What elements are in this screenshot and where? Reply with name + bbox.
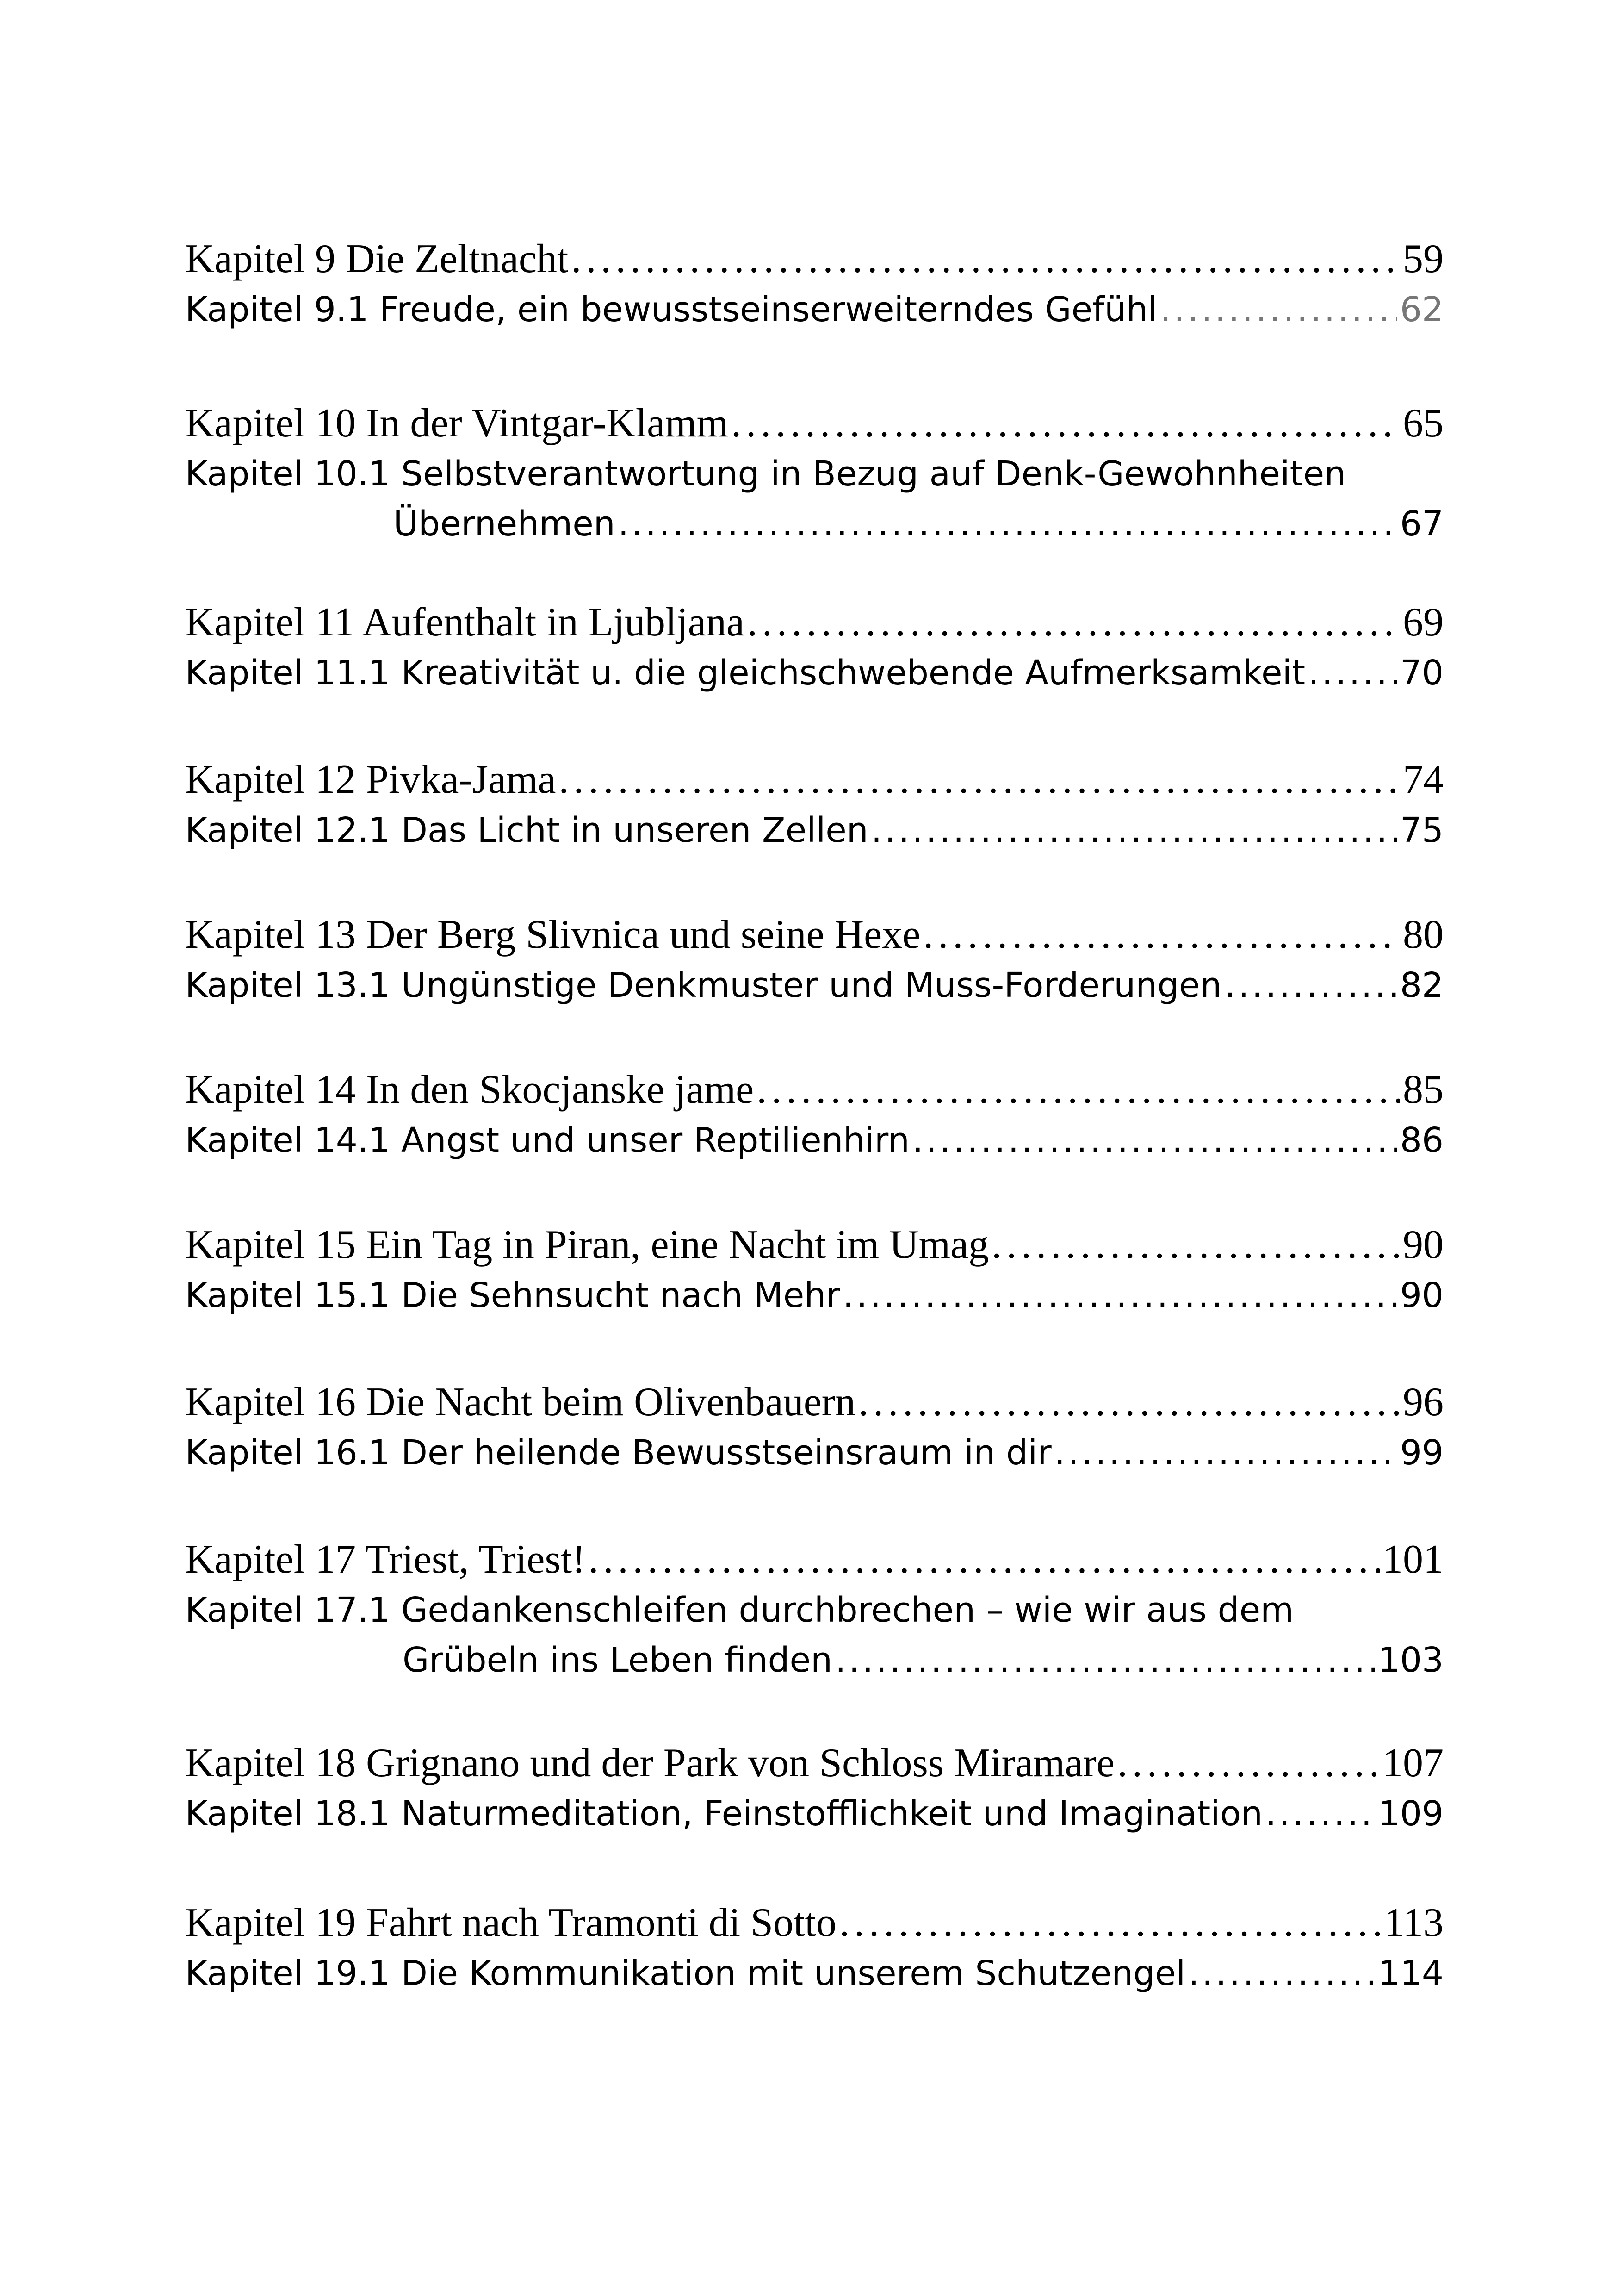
- dot-leader: [923, 909, 1400, 960]
- chapter-page-number: 107: [1382, 1741, 1444, 1786]
- dot-leader: [1117, 1738, 1380, 1789]
- chapter-line: [185, 1064, 1444, 1115]
- dot-leader: [756, 1064, 1400, 1115]
- subchapter-line: [185, 285, 1444, 335]
- dot-leader: [1225, 960, 1397, 1010]
- chapter-title: Kapitel 9 Die Zeltnacht: [185, 236, 569, 281]
- toc-entry-12: [185, 754, 1444, 855]
- chapter-page-number: 96: [1403, 1380, 1444, 1425]
- subchapter-title: Kapitel 17.1 Gedankenschleifen durchbrechen – wie wir aus dem: [185, 1590, 1294, 1630]
- chapter-line: [185, 1738, 1444, 1789]
- chapter-title: Kapitel 15 Ein Tag in Piran, eine Nacht im Umag: [185, 1222, 989, 1267]
- subchapter-page-number: 75: [1400, 810, 1444, 850]
- subchapter-title: Kapitel 18.1 Naturmeditation, Feinstofflichkeit und Imagination: [185, 1794, 1263, 1834]
- chapter-page-number: 59: [1403, 236, 1444, 281]
- dot-leader: [871, 805, 1397, 855]
- subchapter-title: Kapitel 10.1 Selbstverantwortung in Bezug auf Denk-Gewohnheiten: [185, 454, 1346, 494]
- subchapter-page-number: 70: [1400, 653, 1444, 693]
- dot-leader: [1188, 1948, 1376, 1998]
- subchapter-page-number: 103: [1378, 1640, 1444, 1680]
- subchapter-line: [185, 1115, 1444, 1165]
- subchapter-page-number: 99: [1400, 1433, 1444, 1473]
- dot-leader: [559, 754, 1400, 805]
- toc-entry-18: [185, 1738, 1444, 1839]
- chapter-title: Kapitel 17 Triest, Triest!: [185, 1537, 586, 1582]
- toc-entry-10: [185, 398, 1444, 549]
- chapter-title: Kapitel 18 Grignano und der Park von Schloss Miramare: [185, 1741, 1115, 1786]
- toc-entry-14: [185, 1064, 1444, 1165]
- chapter-page-number: 69: [1403, 600, 1444, 645]
- dot-leader: [1160, 285, 1397, 335]
- subchapter-line: [185, 1585, 1444, 1635]
- chapter-line: [185, 398, 1444, 449]
- subchapter-title-continuation: Übernehmen: [393, 504, 615, 544]
- subchapter-continuation-line: [185, 1635, 1444, 1685]
- chapter-line: [185, 597, 1444, 648]
- toc-entry-19: [185, 1898, 1444, 1998]
- chapter-title: Kapitel 14 In den Skocjanske jame: [185, 1067, 754, 1112]
- chapter-title: Kapitel 19 Fahrt nach Tramonti di Sotto: [185, 1900, 837, 1945]
- chapter-title: Kapitel 10 In der Vintgar-Klamm: [185, 401, 729, 446]
- subchapter-line: [185, 1270, 1444, 1320]
- chapter-title: Kapitel 12 Pivka-Jama: [185, 757, 556, 802]
- chapter-title: Kapitel 11 Aufenthalt in Ljubljana: [185, 600, 744, 645]
- subchapter-page-number: 82: [1400, 965, 1444, 1005]
- toc-entry-9: [185, 234, 1444, 335]
- subchapter-line: [185, 449, 1444, 499]
- dot-leader: [843, 1270, 1397, 1320]
- dot-leader: [618, 499, 1397, 549]
- dot-leader: [588, 1534, 1380, 1585]
- dot-leader: [912, 1115, 1397, 1165]
- subchapter-title-continuation: Grübeln ins Leben finden: [403, 1640, 832, 1680]
- dot-leader: [747, 597, 1400, 648]
- toc-entry-13: [185, 909, 1444, 1010]
- chapter-line: [185, 1220, 1444, 1270]
- chapter-title: Kapitel 16 Die Nacht beim Olivenbauern: [185, 1380, 856, 1425]
- dot-leader: [1054, 1428, 1397, 1478]
- subchapter-title: Kapitel 9.1 Freude, ein bewusstseinserweiterndes Gefühl: [185, 290, 1158, 330]
- subchapter-title: Kapitel 11.1 Kreativität u. die gleichschwebende Aufmerksamkeit: [185, 653, 1306, 693]
- toc-entry-11: [185, 597, 1444, 698]
- subchapter-title: Kapitel 13.1 Ungünstige Denkmuster und Muss-Forderungen: [185, 965, 1222, 1005]
- dot-leader: [731, 398, 1400, 449]
- subchapter-line: [185, 960, 1444, 1010]
- toc-entry-17: [185, 1534, 1444, 1685]
- subchapter-page-number: 62: [1400, 290, 1444, 330]
- subchapter-line: [185, 1789, 1444, 1839]
- subchapter-title: Kapitel 15.1 Die Sehnsucht nach Mehr: [185, 1276, 840, 1315]
- subchapter-page-number: 86: [1400, 1120, 1444, 1160]
- chapter-line: [185, 1534, 1444, 1585]
- subchapter-line: [185, 648, 1444, 698]
- chapter-title: Kapitel 13 Der Berg Slivnica und seine Hexe: [185, 912, 921, 957]
- subchapter-title: Kapitel 16.1 Der heilende Bewusstseinsraum in dir: [185, 1433, 1052, 1473]
- subchapter-line: [185, 1428, 1444, 1478]
- subchapter-page-number: 109: [1378, 1794, 1444, 1834]
- chapter-line: [185, 909, 1444, 960]
- chapter-line: [185, 234, 1444, 285]
- subchapter-title: Kapitel 19.1 Die Kommunikation mit unserem Schutzengel: [185, 1954, 1186, 1993]
- chapter-line: [185, 754, 1444, 805]
- dot-leader: [858, 1377, 1400, 1428]
- chapter-page-number: 85: [1403, 1067, 1444, 1112]
- subchapter-page-number: 90: [1400, 1276, 1444, 1315]
- subchapter-line: [185, 1948, 1444, 1998]
- chapter-page-number: 65: [1403, 401, 1444, 446]
- subchapter-title: Kapitel 14.1 Angst und unser Reptilienhirn: [185, 1120, 910, 1160]
- subchapter-title: Kapitel 12.1 Das Licht in unseren Zellen: [185, 810, 868, 850]
- chapter-page-number: 90: [1403, 1222, 1444, 1267]
- chapter-line: [185, 1898, 1444, 1948]
- dot-leader: [571, 234, 1400, 285]
- dot-leader: [1265, 1789, 1376, 1839]
- chapter-page-number: 74: [1403, 757, 1444, 802]
- subchapter-line: [185, 805, 1444, 855]
- chapter-line: [185, 1377, 1444, 1428]
- subchapter-continuation-line: [185, 499, 1444, 549]
- chapter-page-number: 101: [1382, 1537, 1444, 1582]
- toc-entry-16: [185, 1377, 1444, 1478]
- dot-leader: [992, 1220, 1400, 1270]
- dot-leader: [839, 1898, 1381, 1948]
- subchapter-page-number: 67: [1400, 504, 1444, 544]
- toc-entry-15: [185, 1220, 1444, 1320]
- dot-leader: [1308, 648, 1397, 698]
- subchapter-page-number: 114: [1378, 1954, 1444, 1993]
- dot-leader: [835, 1635, 1376, 1685]
- chapter-page-number: 80: [1403, 912, 1444, 957]
- chapter-page-number: 113: [1384, 1900, 1444, 1945]
